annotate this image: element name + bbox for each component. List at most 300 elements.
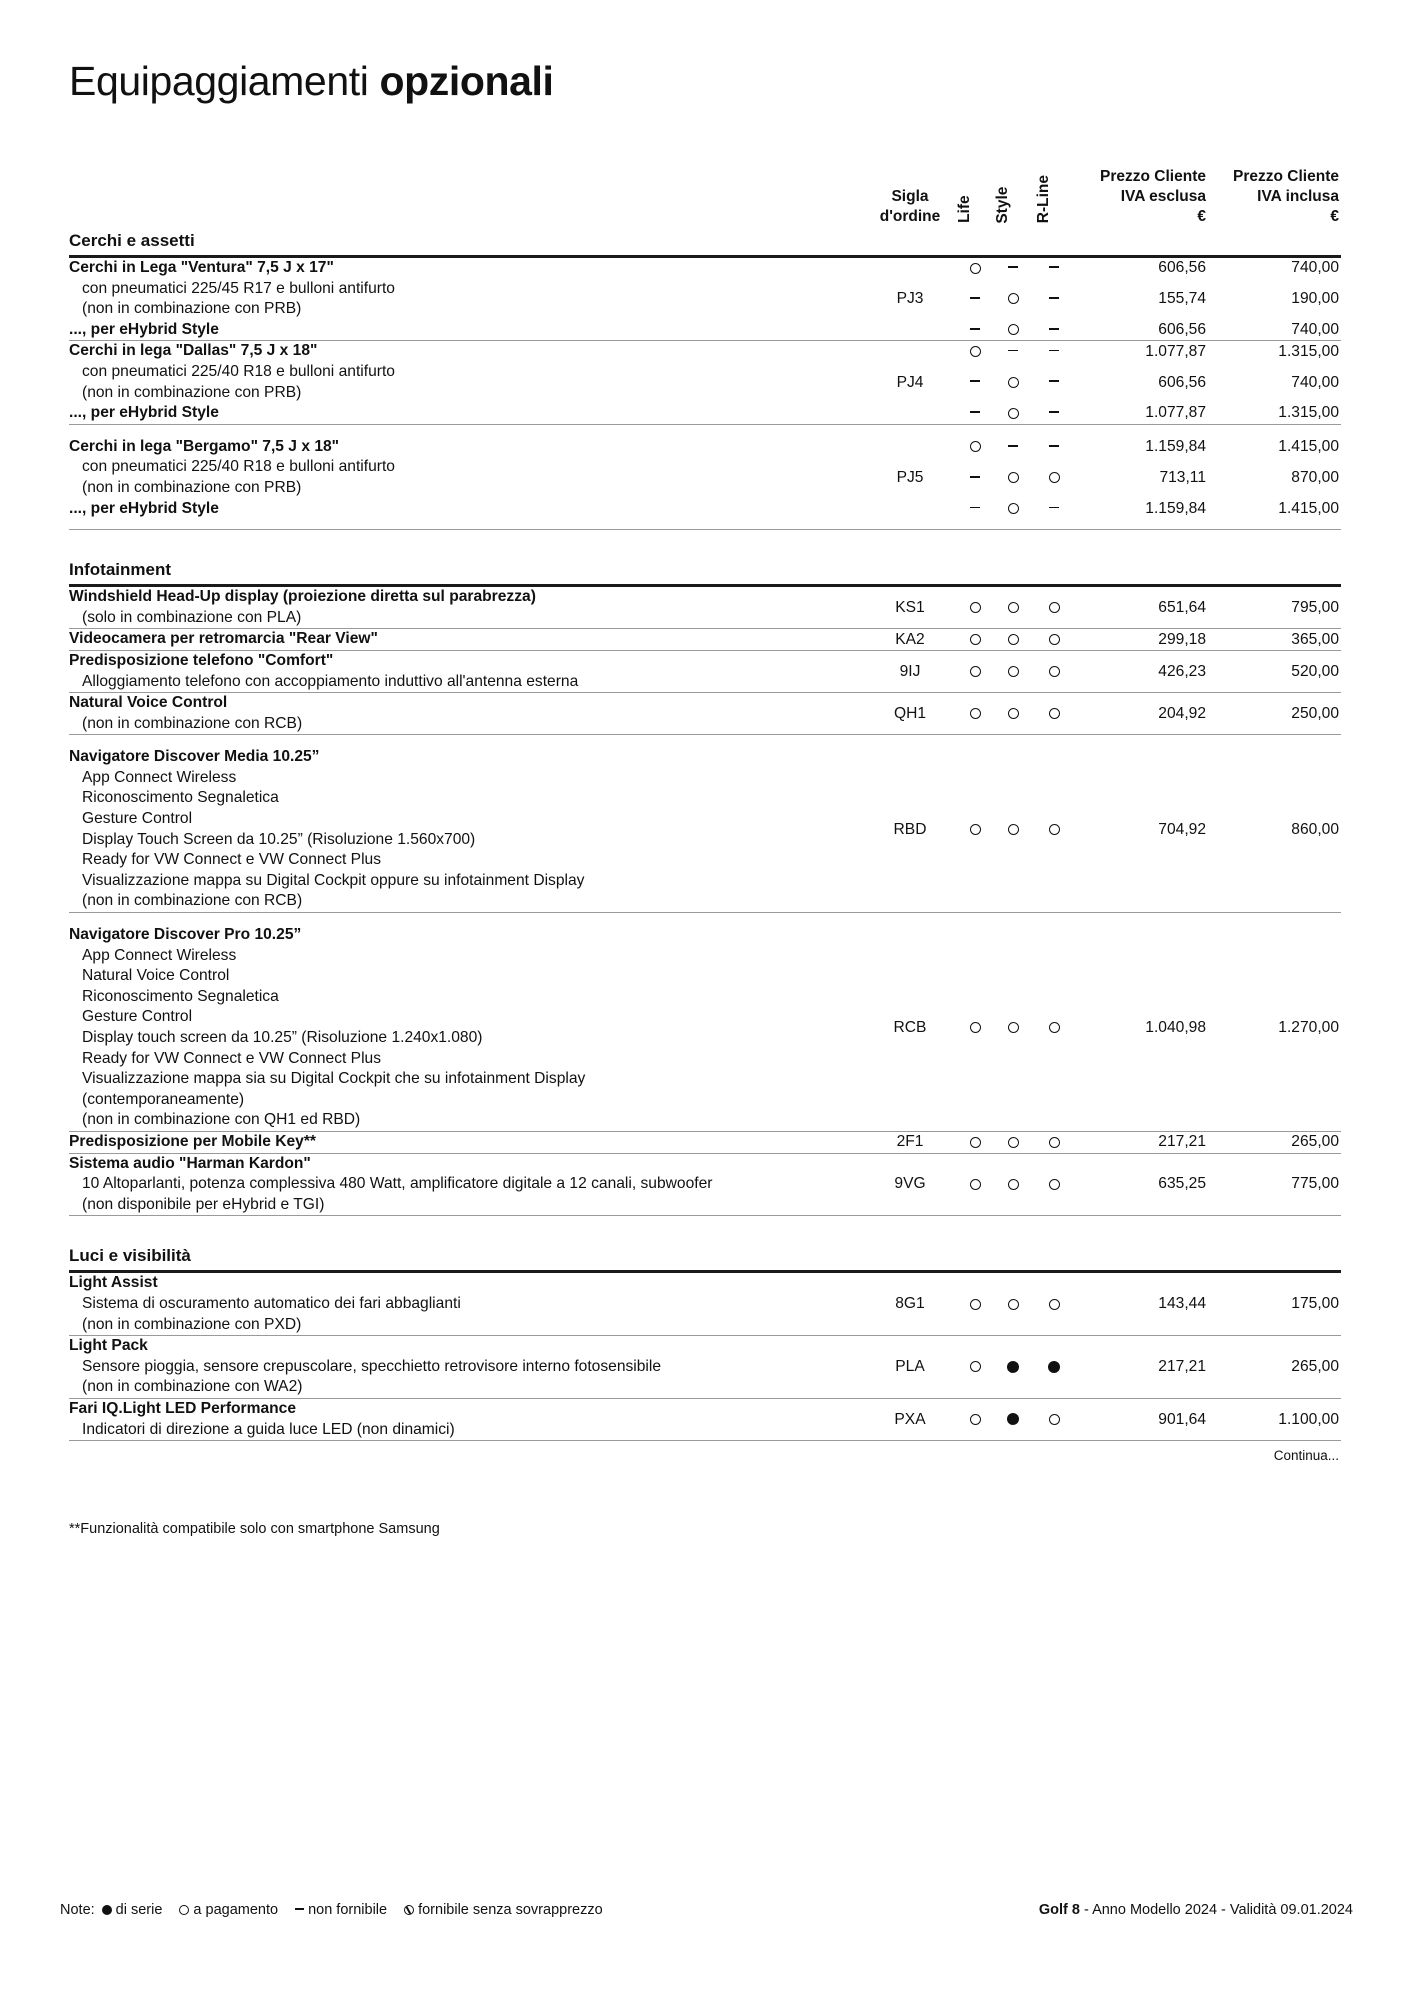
life-open-marker (970, 666, 981, 677)
row-price-excl-vat: 606,56 (1158, 373, 1206, 391)
row-description-line: con pneumatici 225/40 R18 e bulloni antifurto (82, 458, 395, 476)
legend-item-label: di serie (115, 1902, 163, 1918)
row-order-code: 2F1 (864, 1131, 956, 1153)
row-description-line: Riconoscimento Segnaletica (82, 789, 279, 807)
row-description-line: Sensore pioggia, sensore crepuscolare, specchietto retrovisore interno fotosensibile (82, 1357, 662, 1375)
continued-label: Continua... (1273, 1448, 1339, 1464)
style-open-marker (1008, 666, 1019, 677)
life-open-marker (970, 708, 981, 719)
row-description-line: ..., per eHybrid Style (69, 499, 219, 517)
life-open-marker (970, 1299, 981, 1310)
header-price-excl-vat: Prezzo Cliente IVA esclusa € (1100, 167, 1206, 225)
row-trim-style (994, 735, 1032, 913)
life-open-marker (970, 263, 981, 274)
row-order-code: PXA (864, 1398, 956, 1440)
rline-open-marker (1049, 1022, 1060, 1033)
row-description-line: Predisposizione per Mobile Key** (69, 1132, 316, 1150)
table-row[interactable] (69, 735, 1341, 913)
legend-item-slashed-circle (404, 1902, 603, 1918)
legend-item-dash (295, 1902, 387, 1918)
legend-items (102, 1902, 603, 1918)
row-description-line: Cerchi in lega "Dallas" 7,5 J x 18" (69, 342, 318, 360)
life-open-marker (970, 1022, 981, 1033)
row-trim-life (956, 1131, 994, 1153)
row-trim-style (994, 257, 1032, 279)
row-trim-rline (1032, 457, 1076, 498)
row-description (69, 257, 864, 279)
rline-dash-marker (1049, 350, 1059, 352)
row-description-line: Riconoscimento Segnaletica (82, 987, 279, 1005)
rline-open-marker (1049, 1299, 1060, 1310)
table-row[interactable] (69, 320, 1341, 341)
row-description (69, 279, 864, 320)
row-trim-style (994, 629, 1032, 651)
rline-open-marker (1049, 634, 1060, 645)
row-order-code: 9VG (864, 1153, 956, 1216)
life-open-marker (970, 1414, 981, 1425)
row-price-excl-vat: 704,92 (1076, 735, 1208, 913)
row-price-excl-vat: 606,56 (1158, 259, 1206, 277)
row-description-line: Navigatore Discover Pro 10.25” (69, 926, 302, 944)
row-price-excl-vat: 299,18 (1076, 629, 1208, 651)
table-row[interactable] (69, 1336, 1341, 1399)
row-trim-style (994, 279, 1032, 320)
row-trim-life (956, 693, 994, 735)
row-description-line: Sistema di oscuramento automatico dei fari abbaglianti (82, 1294, 461, 1312)
slashed-circle-icon (404, 1905, 414, 1915)
row-price-excl-vat: 204,92 (1076, 693, 1208, 735)
page-title-regular: Equipaggiamenti (69, 58, 380, 104)
row-trim-rline (1032, 735, 1076, 913)
options-table (69, 161, 1341, 1441)
life-open-marker (970, 1361, 981, 1372)
row-price-incl-vat: 740,00 (1291, 373, 1339, 391)
page-footer (60, 1902, 1353, 1918)
row-order-code: RCB (864, 913, 956, 1132)
legend-item-open-circle (179, 1902, 278, 1918)
table-body (69, 231, 1341, 1441)
row-trim-rline (1032, 650, 1076, 692)
row-trim-rline (1032, 1336, 1076, 1399)
header-order-code (864, 161, 956, 231)
table-row[interactable] (69, 257, 1341, 279)
row-description-line: Alloggiamento telefono con accoppiamento induttivo all'antenna esterna (82, 672, 579, 690)
row-description-line: Windshield Head-Up display (proiezione diretta sul parabrezza) (69, 588, 536, 606)
row-description (69, 1131, 864, 1153)
life-open-marker (970, 441, 981, 452)
style-filled-marker (1007, 1413, 1019, 1425)
row-description-line: Light Assist (69, 1274, 158, 1292)
table-row[interactable] (69, 1153, 1341, 1216)
table-row[interactable] (69, 457, 1341, 498)
row-trim-life (956, 457, 994, 498)
header-order-code-line1: Sigla (891, 187, 929, 205)
row-trim-life (956, 279, 994, 320)
row-trim-style (994, 424, 1032, 457)
legend-item-label: a pagamento (193, 1902, 279, 1918)
table-row[interactable] (69, 629, 1341, 651)
row-trim-style (994, 341, 1032, 362)
legend-item-label: non fornibile (308, 1902, 388, 1918)
row-trim-rline (1032, 320, 1076, 341)
row-trim-rline (1032, 693, 1076, 735)
row-description-line: con pneumatici 225/45 R17 e bulloni antifurto (82, 279, 395, 297)
style-open-marker (1008, 708, 1019, 719)
row-price-incl-vat: 1.415,00 (1208, 499, 1341, 530)
row-price-excl-vat: 1.159,84 (1076, 499, 1208, 530)
row-price-incl-vat: 1.270,00 (1208, 913, 1341, 1132)
row-trim-style (994, 650, 1032, 692)
row-price-incl-vat: 190,00 (1291, 290, 1339, 308)
row-trim-rline (1032, 629, 1076, 651)
row-trim-life (956, 735, 994, 913)
row-trim-life (956, 650, 994, 692)
row-trim-style (994, 362, 1032, 403)
row-trim-rline (1032, 403, 1076, 424)
row-trim-life (956, 1336, 994, 1399)
row-description-line: (non in combinazione con QH1 ed RBD) (82, 1111, 361, 1129)
row-order-code: KS1 (864, 586, 956, 629)
row-price-excl-vat: 901,64 (1076, 1398, 1208, 1440)
model-name: Golf 8 (1038, 1902, 1080, 1918)
style-open-marker (1008, 293, 1019, 304)
header-price-incl-vat: Prezzo Cliente IVA inclusa € (1233, 167, 1339, 225)
life-dash-marker (970, 411, 980, 413)
row-price-incl-vat: 775,00 (1208, 1153, 1341, 1216)
row-trim-rline (1032, 499, 1076, 530)
row-description-line: Natural Voice Control (69, 694, 228, 712)
row-description-line: Ready for VW Connect e VW Connect Plus (82, 1049, 382, 1067)
life-open-marker (970, 1179, 981, 1190)
row-description-line: Indicatori di direzione a guida luce LED (non dinamici) (82, 1420, 455, 1438)
row-description (69, 403, 864, 424)
row-price-excl-vat: 155,74 (1158, 290, 1206, 308)
page-title (69, 58, 1353, 105)
row-price-excl-vat: 606,56 (1076, 320, 1208, 341)
row-price-excl-vat: 713,11 (1159, 468, 1206, 486)
row-description-line: Cerchi in lega "Bergamo" 7,5 J x 18" (69, 437, 340, 455)
row-description (69, 913, 864, 1132)
row-description (69, 629, 864, 651)
row-order-code: 9IJ (864, 650, 956, 692)
row-price-excl-vat: 1.077,87 (1145, 342, 1206, 360)
row-price-incl-vat: 1.315,00 (1208, 403, 1341, 424)
row-description-line: Gesture Control (82, 810, 193, 828)
row-price-incl-vat: 265,00 (1208, 1131, 1341, 1153)
row-price-incl-vat: 870,00 (1291, 468, 1339, 486)
row-trim-life (956, 1272, 994, 1336)
row-description-line: Predisposizione telefono "Comfort" (69, 651, 334, 669)
row-trim-rline (1032, 1398, 1076, 1440)
rline-open-marker (1049, 1179, 1060, 1190)
row-price-incl-vat: 1.100,00 (1208, 1398, 1341, 1440)
row-order-code: KA2 (864, 629, 956, 651)
row-description-line: Visualizzazione mappa sia su Digital Cockpit che su infotainment Display (82, 1070, 586, 1088)
row-description-line: (non in combinazione con RCB) (82, 892, 303, 910)
row-description-line: (solo in combinazione con PLA) (82, 608, 302, 626)
life-open-marker (970, 1137, 981, 1148)
row-price-excl-vat: 1.077,87 (1076, 403, 1208, 424)
life-dash-marker (970, 328, 980, 330)
row-order-code (864, 499, 956, 530)
row-description-line: (non in combinazione con PRB) (82, 478, 302, 496)
table-row[interactable] (69, 586, 1341, 629)
row-trim-rline (1032, 341, 1076, 362)
row-order-code: PJ3 (896, 290, 924, 308)
life-open-marker (970, 346, 981, 357)
table-row[interactable] (69, 362, 1341, 403)
style-open-marker (1008, 634, 1019, 645)
rline-open-marker (1049, 1414, 1060, 1425)
row-trim-life (956, 586, 994, 629)
row-trim-rline (1032, 424, 1076, 457)
life-dash-marker (970, 507, 980, 509)
row-trim-style (994, 586, 1032, 629)
row-trim-style (994, 913, 1032, 1132)
row-description (69, 362, 864, 403)
table-row[interactable] (69, 499, 1341, 530)
row-description-line: (non in combinazione con PXD) (82, 1315, 302, 1333)
row-price-incl-vat: 795,00 (1208, 586, 1341, 629)
row-trim-life (956, 403, 994, 424)
table-row[interactable] (69, 1398, 1341, 1440)
row-description (69, 341, 864, 362)
table-row[interactable] (69, 341, 1341, 362)
row-order-code: PJ4 (896, 373, 924, 391)
table-row[interactable] (69, 913, 1341, 1132)
section-2-heading: Luci e visibilità (69, 1216, 1341, 1272)
row-description-line: Gesture Control (82, 1008, 193, 1026)
row-trim-rline (1032, 362, 1076, 403)
row-trim-rline (1032, 1272, 1076, 1336)
row-price-excl-vat: 143,44 (1076, 1272, 1208, 1336)
row-order-code: RBD (864, 735, 956, 913)
rline-dash-marker (1049, 507, 1059, 509)
open-circle-icon (179, 1905, 189, 1915)
section-2-heading-row (69, 1216, 1341, 1272)
header-order-code-line2: d'ordine (879, 207, 941, 225)
row-description-line: App Connect Wireless (82, 946, 237, 964)
style-open-marker (1008, 1137, 1019, 1148)
row-description-line: ..., per eHybrid Style (69, 320, 219, 338)
row-trim-rline (1032, 1153, 1076, 1216)
footnote: **Funzionalità compatibile solo con smartphone Samsung (69, 1521, 440, 1538)
row-description-line: Fari IQ.Light LED Performance (69, 1399, 297, 1417)
row-trim-style (994, 1336, 1032, 1399)
row-description-line: con pneumatici 225/40 R18 e bulloni antifurto (82, 362, 395, 380)
section-1-heading: Infotainment (69, 530, 1341, 586)
life-dash-marker (970, 297, 980, 299)
row-trim-style (994, 1398, 1032, 1440)
row-trim-life (956, 913, 994, 1132)
row-order-code (864, 257, 956, 279)
row-description-line: Display Touch Screen da 10.25” (Risoluzione 1.560x700) (82, 830, 476, 848)
row-trim-life (956, 320, 994, 341)
table-row[interactable] (69, 1272, 1341, 1336)
row-trim-style (994, 1153, 1032, 1216)
rline-open-marker (1049, 666, 1060, 677)
life-dash-marker (970, 476, 980, 478)
life-dash-marker (970, 380, 980, 382)
table-row[interactable] (69, 279, 1341, 320)
style-open-marker (1008, 1179, 1019, 1190)
rline-dash-marker (1049, 445, 1059, 447)
row-trim-life (956, 629, 994, 651)
row-order-code (864, 403, 956, 424)
row-trim-rline (1032, 257, 1076, 279)
style-open-marker (1008, 472, 1019, 483)
row-order-code (864, 320, 956, 341)
rline-dash-marker (1049, 380, 1059, 382)
life-open-marker (970, 602, 981, 613)
table-row[interactable] (69, 403, 1341, 424)
row-trim-life (956, 1398, 994, 1440)
style-open-marker (1008, 503, 1019, 514)
rline-filled-marker (1048, 1361, 1060, 1373)
row-trim-rline (1032, 913, 1076, 1132)
legend-item-filled-circle (102, 1902, 163, 1918)
row-description (69, 1336, 864, 1399)
row-order-code: QH1 (864, 693, 956, 735)
row-description (69, 735, 864, 913)
row-description-line: (non disponibile per eHybrid e TGI) (82, 1195, 325, 1213)
table-row[interactable] (69, 650, 1341, 692)
row-description (69, 1398, 864, 1440)
row-trim-style (994, 499, 1032, 530)
style-open-marker (1008, 1299, 1019, 1310)
row-description (69, 586, 864, 629)
header-description (69, 161, 864, 231)
style-open-marker (1008, 824, 1019, 835)
row-price-incl-vat: 860,00 (1208, 735, 1341, 913)
rline-open-marker (1049, 472, 1060, 483)
row-trim-rline (1032, 1131, 1076, 1153)
row-trim-life (956, 257, 994, 279)
rline-dash-marker (1049, 266, 1059, 268)
row-description (69, 457, 864, 498)
row-description-line: Light Pack (69, 1337, 148, 1355)
row-description-line: Sistema audio "Harman Kardon" (69, 1154, 311, 1172)
row-description (69, 1272, 864, 1336)
row-trim-style (994, 457, 1032, 498)
style-filled-marker (1007, 1361, 1019, 1373)
page-title-bold: opzionali (379, 58, 554, 104)
filled-circle-icon (102, 1905, 112, 1915)
row-description-line: 10 Altoparlanti, potenza complessiva 480 Watt, amplificatore digitale a 12 canali, subwoofer (82, 1175, 713, 1193)
section-0-heading-row (69, 231, 1341, 257)
style-dash-marker (1008, 445, 1018, 447)
row-description-line: App Connect Wireless (82, 768, 237, 786)
style-dash-marker (1008, 350, 1018, 352)
style-open-marker (1008, 408, 1019, 419)
table-header (69, 161, 1341, 231)
row-description (69, 424, 864, 457)
row-trim-life (956, 1153, 994, 1216)
header-trim-style: Style (993, 186, 1011, 224)
row-trim-rline (1032, 586, 1076, 629)
row-price-excl-vat: 1.040,98 (1076, 913, 1208, 1132)
header-trim-rline: R-Line (1034, 174, 1052, 224)
row-description (69, 320, 864, 341)
rline-dash-marker (1049, 411, 1059, 413)
legend (60, 1902, 603, 1918)
style-open-marker (1008, 377, 1019, 388)
row-price-excl-vat: 635,25 (1076, 1153, 1208, 1216)
row-trim-style (994, 1131, 1032, 1153)
row-trim-life (956, 362, 994, 403)
row-description-line: (contemporaneamente) (82, 1090, 245, 1108)
row-description-line: Visualizzazione mappa su Digital Cockpit oppure su infotainment Display (82, 871, 585, 889)
table-row[interactable] (69, 424, 1341, 457)
style-open-marker (1008, 324, 1019, 335)
row-description-line: Navigatore Discover Media 10.25” (69, 748, 320, 766)
row-description (69, 650, 864, 692)
row-trim-style (994, 1272, 1032, 1336)
style-dash-marker (1008, 266, 1018, 268)
dash-icon (295, 1908, 304, 1910)
row-price-incl-vat: 740,00 (1208, 320, 1341, 341)
style-open-marker (1008, 1022, 1019, 1033)
row-order-code: PJ5 (896, 468, 924, 486)
model-validity (1039, 1902, 1353, 1918)
row-description-line: Videocamera per retromarcia "Rear View" (69, 630, 378, 648)
rline-dash-marker (1049, 328, 1059, 330)
row-price-incl-vat: 365,00 (1208, 629, 1341, 651)
row-order-code: 8G1 (864, 1272, 956, 1336)
row-trim-rline (1032, 279, 1076, 320)
row-trim-life (956, 424, 994, 457)
row-price-excl-vat: 651,64 (1076, 586, 1208, 629)
model-validity-rest: - Anno Modello 2024 - Validità 09.01.2024 (1079, 1902, 1353, 1918)
header-trim-life: Life (955, 195, 973, 223)
row-price-incl-vat: 520,00 (1208, 650, 1341, 692)
row-trim-life (956, 341, 994, 362)
row-description-line: Natural Voice Control (82, 967, 230, 985)
legend-item-label: fornibile senza sovrapprezzo (418, 1902, 603, 1918)
row-description-line: (non in combinazione con PRB) (82, 300, 302, 318)
row-trim-style (994, 693, 1032, 735)
row-price-incl-vat: 1.415,00 (1278, 438, 1339, 456)
row-price-incl-vat: 265,00 (1208, 1336, 1341, 1399)
row-price-incl-vat: 175,00 (1208, 1272, 1341, 1336)
rline-open-marker (1049, 824, 1060, 835)
row-description (69, 693, 864, 735)
section-1-heading-row (69, 530, 1341, 586)
row-price-excl-vat: 1.159,84 (1145, 438, 1206, 456)
row-trim-style (994, 403, 1032, 424)
section-0-heading: Cerchi e assetti (69, 231, 1341, 257)
row-description-line: (non in combinazione con PRB) (82, 383, 302, 401)
legend-label: Note: (60, 1902, 95, 1918)
row-description-line: Cerchi in Lega "Ventura" 7,5 J x 17" (69, 259, 334, 276)
row-order-code (864, 424, 956, 457)
table-row[interactable] (69, 1131, 1341, 1153)
row-description-line: Display touch screen da 10.25” (Risoluzione 1.240x1.080) (82, 1029, 483, 1046)
style-open-marker (1008, 602, 1019, 613)
row-price-excl-vat: 217,21 (1076, 1336, 1208, 1399)
row-description-line: (non in combinazione con WA2) (82, 1378, 303, 1396)
row-trim-life (956, 499, 994, 530)
row-price-incl-vat: 1.315,00 (1278, 342, 1339, 360)
row-order-code: PLA (864, 1336, 956, 1399)
rline-open-marker (1049, 708, 1060, 719)
life-open-marker (970, 634, 981, 645)
life-open-marker (970, 824, 981, 835)
table-row[interactable] (69, 693, 1341, 735)
row-trim-style (994, 320, 1032, 341)
row-price-incl-vat: 250,00 (1208, 693, 1341, 735)
rline-open-marker (1049, 602, 1060, 613)
